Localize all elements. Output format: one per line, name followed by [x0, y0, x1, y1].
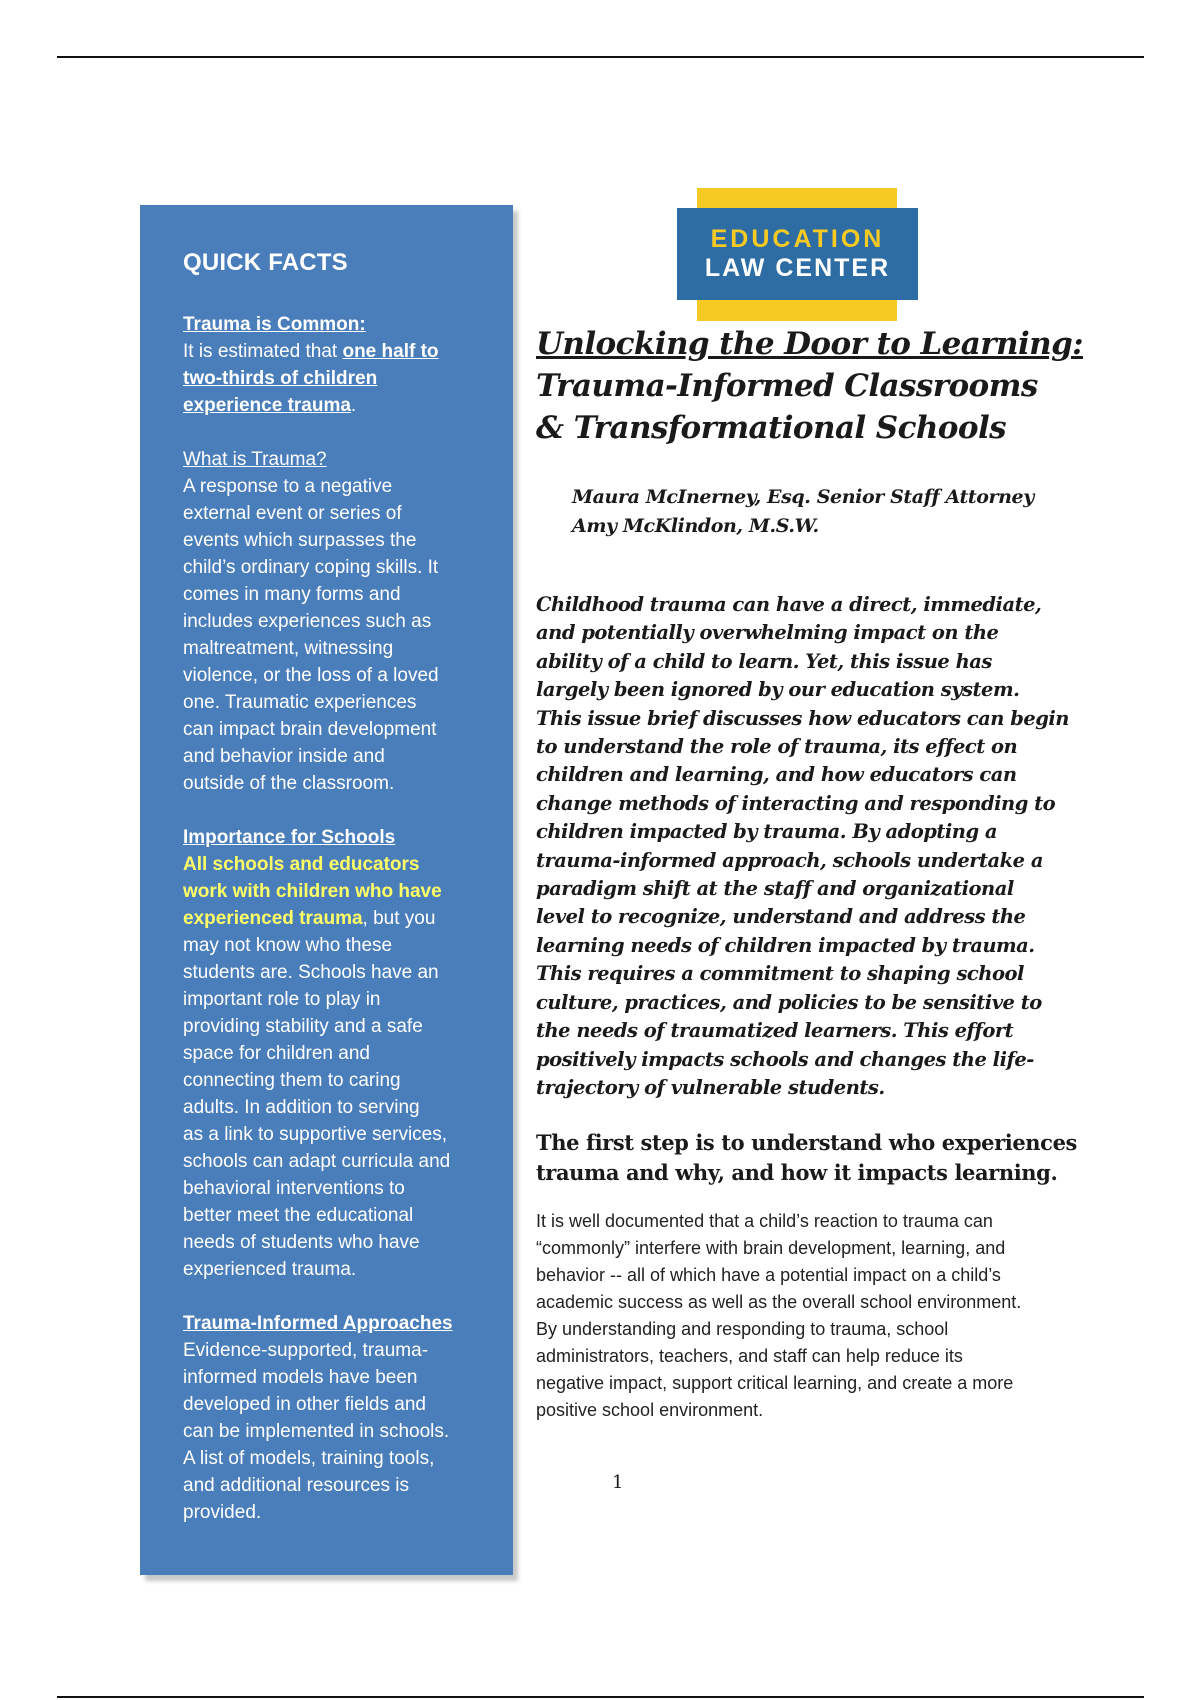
text-line: connecting them to caring [183, 1070, 401, 1091]
text-line: It is estimated that one half to [183, 341, 439, 362]
intro-paragraph [536, 591, 1096, 1102]
text-line: A list of models, training tools, [183, 1448, 435, 1469]
logo-blue-block [677, 208, 918, 300]
author-line: Maura McInerney, Esq. Senior Staff Attorney [572, 486, 1034, 508]
step-line: The first step is to understand who experiences [536, 1130, 1077, 1156]
sidebar-section-what-is-trauma [183, 446, 493, 797]
intro-line: children and learning, and how educators can [536, 763, 1017, 787]
intro-line: paradigm shift at the staff and organizational [536, 877, 1014, 901]
intro-line: positively impacts schools and changes the life- [536, 1047, 1034, 1071]
intro-line: learning needs of children impacted by trauma. [536, 933, 1035, 957]
main-column [536, 323, 1096, 1424]
body-paragraph [536, 1208, 1096, 1424]
text-line: comes in many forms and [183, 584, 401, 605]
quick-facts-sidebar [140, 205, 513, 1575]
text-line: space for children and [183, 1043, 370, 1064]
text-line: may not know who these [183, 935, 393, 956]
intro-line: This issue brief discusses how educators can begin [536, 706, 1069, 730]
sidebar-title: QUICK FACTS [183, 249, 348, 276]
text-line: outside of the classroom. [183, 773, 395, 794]
text-line: experienced trauma, but you [183, 908, 436, 929]
logo-line-1: EDUCATION [710, 225, 885, 253]
text-line: Evidence-supported, trauma- [183, 1340, 429, 1361]
sidebar-heading: Importance for Schools [183, 827, 396, 848]
body-line: “commonly” interfere with brain development, learning, and [536, 1238, 1006, 1259]
text-line: students are. Schools have an [183, 962, 439, 983]
title-line-3: & Transformational Schools [536, 410, 1006, 446]
sidebar-section-approaches [183, 1310, 493, 1526]
text-line: external event or series of [183, 503, 402, 524]
page-number: 1 [612, 1472, 624, 1493]
text-line: and additional resources is [183, 1475, 410, 1496]
title-line-2: Trauma-Informed Classrooms [536, 368, 1038, 404]
text-line: and behavior inside and [183, 746, 385, 767]
text-line: events which surpasses the [183, 530, 417, 551]
bottom-rule [57, 1696, 1144, 1698]
text-line: violence, or the loss of a loved [183, 665, 439, 686]
step-line: trauma and why, and how it impacts learning. [536, 1160, 1058, 1186]
text-line: work with children who have [183, 881, 442, 902]
body-line: administrators, teachers, and staff can help reduce its [536, 1346, 963, 1367]
text-line: schools can adapt curricula and [183, 1151, 451, 1172]
text-line: needs of students who have [183, 1232, 420, 1253]
body-line: By understanding and responding to trauma, school [536, 1319, 949, 1340]
intro-line: ability of a child to learn. Yet, this issue has [536, 649, 992, 673]
top-rule [57, 56, 1144, 58]
sidebar-heading: Trauma is Common: [183, 314, 366, 335]
text-line: important role to play in [183, 989, 381, 1010]
intro-line: trajectory of vulnerable students. [536, 1075, 885, 1099]
text-line: can be implemented in schools. [183, 1421, 450, 1442]
intro-line: level to recognize, understand and address the [536, 905, 1026, 929]
authors [572, 483, 1096, 541]
intro-line: culture, practices, and policies to be sensitive to [536, 990, 1042, 1014]
body-line: negative impact, support critical learning, and create a more [536, 1373, 1014, 1394]
intro-line: the needs of traumatized learners. This effort [536, 1019, 1014, 1043]
education-law-center-logo [677, 188, 918, 321]
author-line: Amy McKlindon, M.S.W. [572, 515, 819, 537]
body-line: behavior -- all of which have a potential impact on a child’s [536, 1265, 1001, 1286]
text-line: informed models have been [183, 1367, 418, 1388]
sidebar-text [183, 338, 493, 419]
text-line: All schools and educators [183, 854, 420, 875]
intro-line: children impacted by trauma. By adopting a [536, 820, 998, 844]
text-line: child’s ordinary coping skills. It [183, 557, 439, 578]
sidebar-section-importance [183, 824, 493, 1283]
text-line: adults. In addition to serving [183, 1097, 420, 1118]
text-line: includes experiences such as [183, 611, 432, 632]
title-line-1: Unlocking the Door to Learning: [536, 326, 1083, 362]
body-line: It is well documented that a child’s reaction to trauma can [536, 1211, 993, 1232]
sidebar-heading: Trauma-Informed Approaches [183, 1313, 453, 1334]
intro-line: trauma-informed approach, schools undertake a [536, 848, 1043, 872]
intro-line: largely been ignored by our education system. [536, 678, 1020, 702]
text-line: providing stability and a safe [183, 1016, 423, 1037]
sidebar-text [183, 851, 493, 1283]
body-line: positive school environment. [536, 1400, 764, 1421]
logo-line-2: LAW CENTER [704, 254, 891, 282]
sidebar-text [183, 1337, 493, 1526]
text-line: as a link to supportive services, [183, 1124, 448, 1145]
text-line: one. Traumatic experiences [183, 692, 417, 713]
text-line: experience trauma. [183, 395, 357, 416]
text-line: provided. [183, 1502, 262, 1523]
intro-line: change methods of interacting and responding to [536, 791, 1056, 815]
text-line: behavioral interventions to [183, 1178, 405, 1199]
sidebar-section-trauma-common [183, 311, 493, 419]
text-line: developed in other fields and [183, 1394, 426, 1415]
document-title [536, 323, 1096, 449]
text-line: two-thirds of children [183, 368, 378, 389]
text-line: can impact brain development [183, 719, 437, 740]
text-line: A response to a negative [183, 476, 393, 497]
sidebar-text [183, 473, 493, 797]
first-step-heading [536, 1128, 1096, 1188]
intro-line: This requires a commitment to shaping school [536, 962, 1024, 986]
intro-line: and potentially overwhelming impact on the [536, 621, 999, 645]
text-line: experienced trauma. [183, 1259, 357, 1280]
text-line: better meet the educational [183, 1205, 414, 1226]
text-line: maltreatment, witnessing [183, 638, 394, 659]
sidebar-heading: What is Trauma? [183, 449, 327, 470]
intro-line: to understand the role of trauma, its effect on [536, 735, 1018, 759]
intro-line: Childhood trauma can have a direct, immediate, [536, 593, 1042, 616]
body-line: academic success as well as the overall school environment. [536, 1292, 1022, 1313]
